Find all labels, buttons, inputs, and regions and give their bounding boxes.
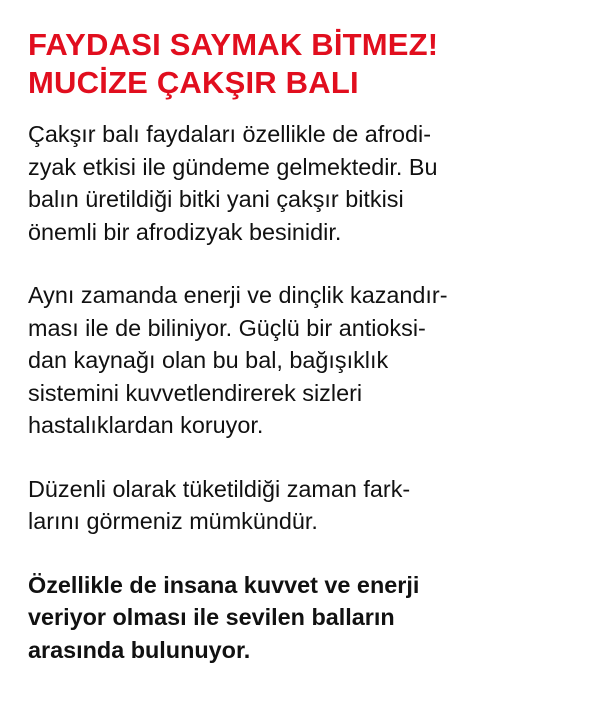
paragraph-highlight — [28, 569, 586, 667]
paragraph-line: Özellikle de insana kuvvet ve enerji — [28, 571, 420, 598]
paragraph-line: Düzenli olarak tüketildiği zaman fark- — [28, 475, 411, 502]
paragraph-line: sistemini kuvvetlendirerek sizleri — [28, 379, 363, 406]
paragraph-line: ması ile de biliniyor. Güçlü bir antioksi- — [28, 314, 426, 341]
paragraph-line: larını görmeniz mümkündür. — [28, 508, 318, 534]
paragraph-regular-use — [28, 473, 586, 538]
article-body — [28, 118, 586, 666]
headline — [28, 26, 586, 102]
paragraph-line: hastalıklardan koruyor. — [28, 412, 264, 438]
paragraph-energy — [28, 279, 586, 442]
paragraph-line: arasında bulunuyor. — [28, 636, 251, 663]
paragraph-aphrodisiac — [28, 118, 586, 248]
paragraph-line: balın üretildiği bitki yani çakşır bitkisi — [28, 186, 404, 212]
paragraph-line: Çakşır balı faydaları özellikle de afrodi- — [28, 121, 432, 147]
paragraph-line: önemli bir afrodizyak besinidir. — [28, 218, 342, 245]
paragraph-line: Aynı zamanda enerji ve dinçlik kazandır- — [28, 282, 448, 308]
headline-line-1: FAYDASI SAYMAK BİTMEZ! — [28, 27, 439, 62]
paragraph-line: dan kaynağı olan bu bal, bağışıklık — [28, 347, 389, 373]
paragraph-line: veriyor olması ile sevilen balların — [28, 604, 395, 630]
paragraph-line: zyak etkisi ile gündeme gelmektedir. Bu — [28, 153, 438, 180]
headline-line-2: MUCİZE ÇAKŞIR BALI — [28, 65, 359, 100]
